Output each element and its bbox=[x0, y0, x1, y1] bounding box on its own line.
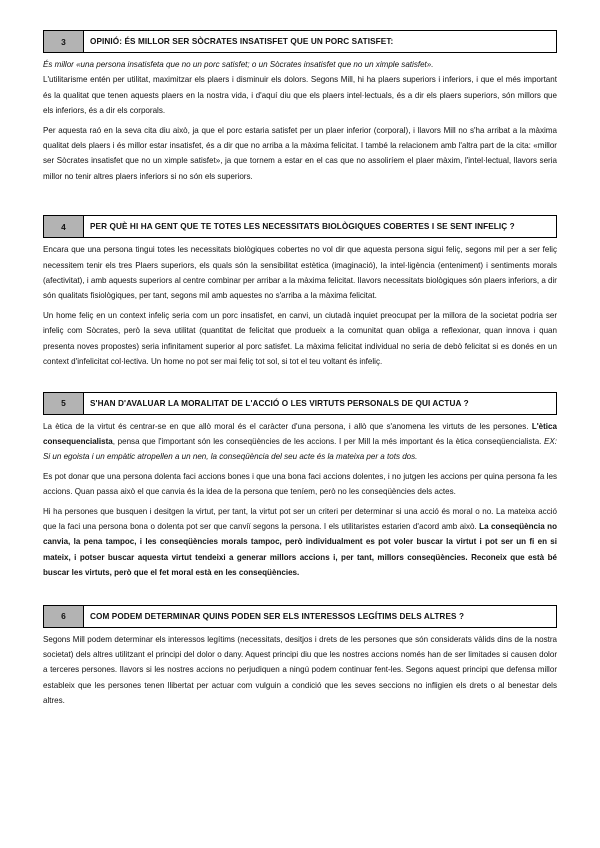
section-6-paragraph-1: Segons Mill podem determinar els interessos legítims (necessitats, desitjos i drets de les persones que són considerats vàlids dins de la nostra societat) dels altres utilitzant el principi del dolor o dany. Aquest principi diu que les nostres accions només han de ser limitades si causen dolor a terceres persones. Ilavors si les nostres accions no perjudiquen a ningú podem continuar fent-les. Segons aquest principi que defensa millor estableix que les persones tenen llibertat per actuar com vulguin a condició que les seves seccions no infligien els drets o al benestar dels altres. bbox=[43, 634, 557, 706]
section-4-paragraph-1: Encara que una persona tingui totes les necessitats biològiques cobertes no vol dir que aquesta persona sigui feliç, segons mil per a ser feliç necessitem tenir els tres Plaers superiors, els quals són la sensibilitat estètica (imaginació), la intel·ligència (enteniment) i sentiments morals (afectivitat), i amb aquests superiors al centre combinar per arribar a la màxima felicitat. Ilavors necessitats biològiques són plaers inferiors, a dir són qualitats fisiològiques, per tant, segons mil amb aquestes no s'arriba a la màxima felicitat. bbox=[43, 245, 557, 301]
section-title: PER QUÈ HI HA GENT QUE TE TOTES LES NECESSITATS BIOLÒGIQUES COBERTES I SE SENT INFELIÇ ? bbox=[90, 222, 515, 232]
bold-conclusion: La conseqüència no canvia, la pena tampoc, i les conseqüències morals tampoc, però individualment es pot voler buscar la virtut i pot ser un fi en si mateix, i potser buscar aquesta virtut tendeixi a generar millors accions i, per tant, millors conseqüències. Reconeix que està bé buscar les virtuts, però que el fet moral està en les conseqüències. bbox=[43, 521, 558, 578]
text-run: Hi ha persones que busquen i desitgen la virtut, per tant, la virtut pot ser un criteri per determinar si una acció és moral o no. La mateixa acció que la faci una persona bona o dolenta pot ser que canviï segons la persona. I els utilitaristes estarien d'acord amb això. bbox=[43, 506, 557, 531]
example-text: EX: Si un egoista i un empàtic atropellen a un nen, la conseqüència del seu acte és la mateixa per a tots dos. bbox=[43, 436, 557, 462]
section-5-header bbox=[43, 392, 557, 415]
section-3-paragraph-1: L'utilitarisme entén per utilitat, maximitzar els plaers i disminuir els dolors. Segons Mill, hi ha plaers superiors i inferiors, i que el més important és la qualitat que tenen aquests plaers en la nostra vida, i d'aquí diu que els plaers intel·lectuals, és a dir els plaers superiors, són millors que els inferiors, és a dir els corporals. bbox=[43, 75, 557, 116]
text-run: , pensa que l'important són les conseqüències de les accions. I per Mill la més important és la ètica conseqüencialista. bbox=[112, 436, 545, 446]
section-3-header bbox=[43, 30, 557, 53]
section-number: 5 bbox=[44, 393, 84, 414]
section-6-header bbox=[43, 605, 557, 628]
section-3-quote: És millor «una persona insatisfeta que no un porc satisfet; o un Sòcrates insatisfet que no un ximple satisfet». bbox=[43, 60, 434, 69]
section-number: 3 bbox=[44, 31, 84, 52]
section-4-header bbox=[43, 215, 557, 238]
section-title: COM PODEM DETERMINAR QUINS PODEN SER ELS INTERESSOS LEGÍTIMS DELS ALTRES ? bbox=[90, 611, 465, 621]
section-5-paragraph-3 bbox=[43, 504, 557, 581]
section-title: OPINIÓ: ÉS MILLOR SER SÒCRATES INSATISFET QUE UN PORC SATISFET: bbox=[90, 37, 394, 46]
section-number: 6 bbox=[44, 606, 84, 627]
bold-term: L'ètica consequencialista bbox=[43, 421, 557, 446]
section-5-paragraph-1 bbox=[43, 419, 557, 465]
section-4-paragraph-2: Un home feliç en un context infeliç seria com un porc insatisfet, en canvi, un ciutadà inquiet preocupat per la millora de la societat podria ser infeliç com Sòcrates, però la seva utilitat (quantitat de felicitat que produeix a la comunitat quan obliga a reflexionar, quan innova i quan presenta noves propostes) seria infinitament superior al porc satisfet. La màxima felicitat individual no seria de debò felicitat si es donés en un context d'infelicitat col·lectiva. Un home no pot ser mai feliç tot sol, si tot el teu voltant és infeliç. bbox=[43, 310, 557, 367]
section-title: S'HAN D'AVALUAR LA MORALITAT DE L'ACCIÓ O LES VIRTUTS PERSONALS DE QUI ACTUA ? bbox=[90, 398, 469, 408]
section-number: 4 bbox=[44, 216, 84, 237]
text-run: La ètica de la virtut és centrar-se en que allò moral és el caràcter d'una persona, i allò que s'anomena les virtuts de les persones. bbox=[43, 421, 532, 431]
section-5-paragraph-2: Es pot donar que una persona dolenta faci accions bones i que una bona faci accions dolentes, i no jutgen les accions per quina persona fa les accions. Quan passa això el que canvia és la idea de la persona que teníem, però no les conseqüències dels actes. bbox=[43, 471, 557, 497]
section-3-paragraph-2: Per aquesta raó en la seva cita diu això, ja que el porc estaria satisfet per un plaer inferior (corporal), i llavors Mill no s'ha arribat a la màxima qualitat dels plaers i és millor estar insatisfet, és a dir que no arriba a la màxima felicitat. I també la relacionem amb l'altra part de la cita: «millor ser Sòcrates insatisfet que no un ximple satisfet», ja que tornem a estar en el cas que no assoliríem el plaer màxim, l'intel·lectual, llavors seria millor no tenir altres plaers inferiors si no són els superiors. bbox=[43, 125, 557, 181]
